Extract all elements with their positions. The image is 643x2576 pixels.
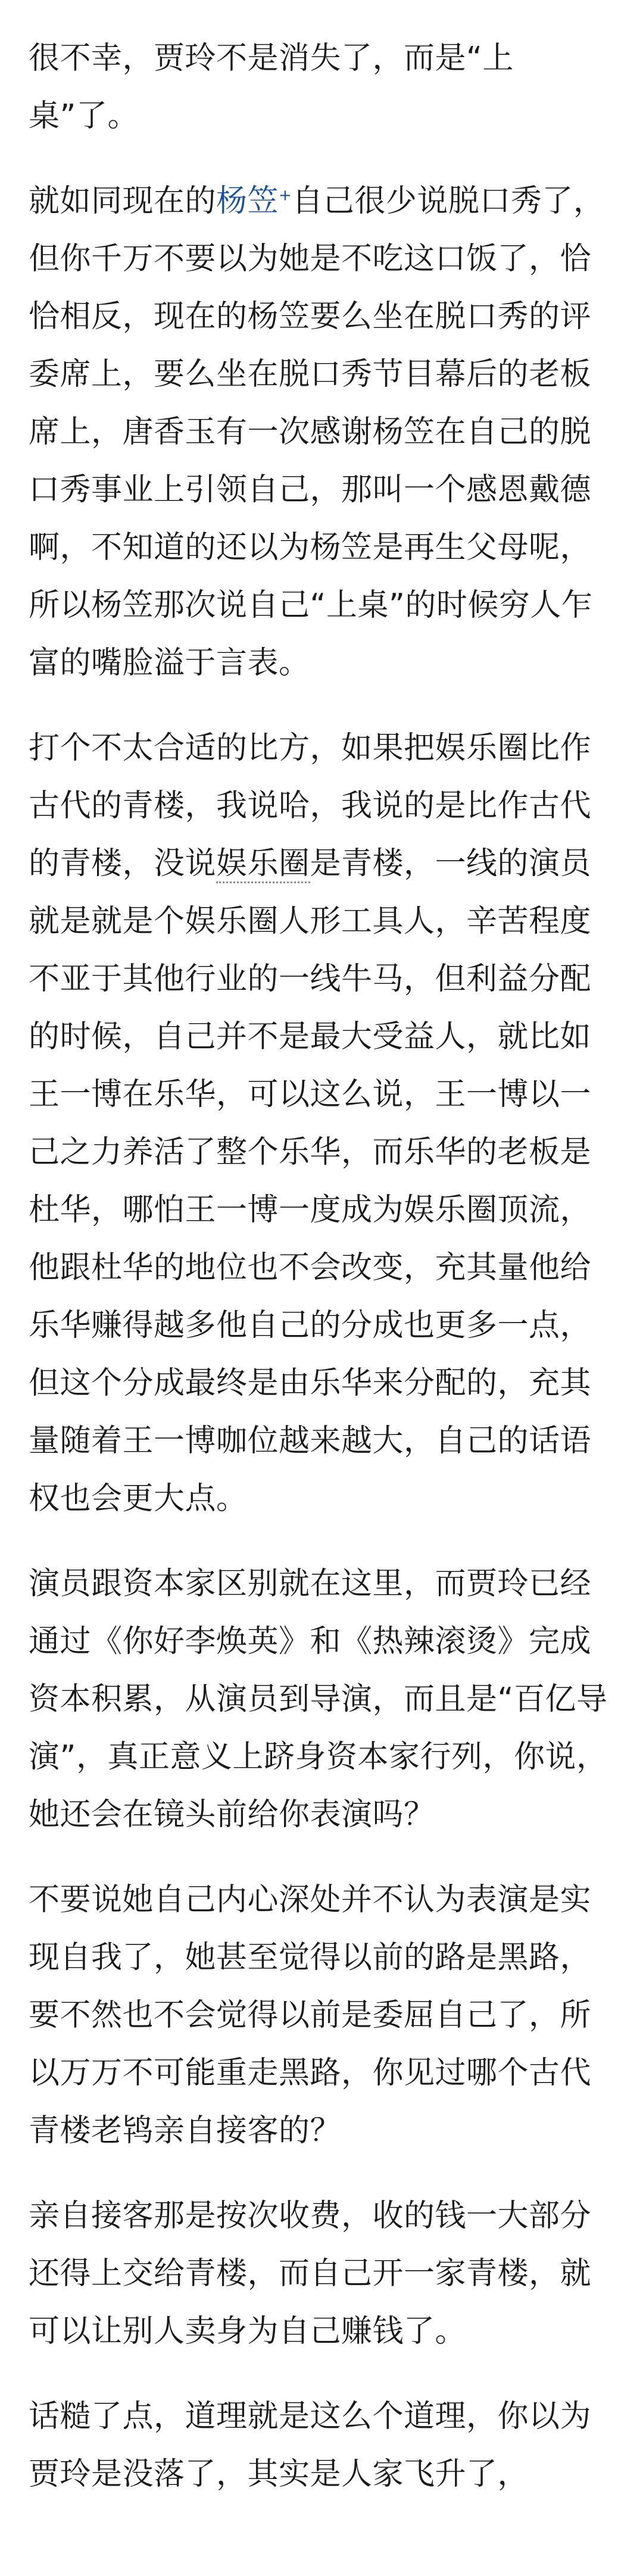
- yang-li-topic-link[interactable]: 杨笠: [216, 183, 279, 219]
- paragraph-3-text-end: 是青楼，一线的演员就是就是个娱乐圈人形工具人，辛苦程度不亚于其他行业的一线牛马，但利益分配的时候，自己并不是最大受益人，就比如王一博在乐华，可以这么说，王一博以一己之力养活了整个乐华，而乐华的老板是杜华，哪怕王一博一度成为娱乐圈顶流，他跟杜华的地位也不会改变，充其量他给乐华赚得越多他自己的分成也更多一点，但这个分成最终是由乐华来分配的，充其量随着王一博咖位越来越大，自己的话语权也会更大点。: [29, 846, 592, 1517]
- topic-link-plus-icon[interactable]: +: [279, 186, 292, 205]
- paragraph-2: [29, 173, 618, 692]
- article-body: [29, 30, 618, 2531]
- paragraph-7: 话糙了点，道理就是这么个道理，你以为贾玲是没落了，其实是人家飞升了，: [29, 2399, 592, 2492]
- paragraph-4: 演员跟资本家区别就在这里，而贾玲已经通过《你好李焕英》和《热辣滚烫》完成资本积累，从演员到导演，而且是“百亿导演”，真正意义上跻身资本家行列，你说，她还会在镜头前给你表演吗？: [29, 1566, 608, 1833]
- paragraph-5: 不要说她自己内心深处并不认为表演是实现自我了，她甚至觉得以前的路是黑路，要不然也不会觉得以前是委屈自己了，所以万万不可能重走黑路，你见过哪个古代青楼老鸨亲自接客的？: [29, 1882, 592, 2149]
- paragraph-2-text-start: 就如同现在的: [29, 183, 217, 219]
- paragraph-1: 很不幸，贾玲不是消失了，而是“上桌”了。: [29, 40, 514, 134]
- paragraph-6: 亲自接客那是按次收费，收的钱一大部分还得上交给青楼，而自己开一家青楼，就可以让别人卖身为自己赚钱了。: [29, 2198, 592, 2349]
- entertainment-industry-term[interactable]: 娱乐圈: [216, 846, 310, 883]
- paragraph-2-text-end: 自己很少说脱口秀了，但你千万不要以为她是不吃这口饭了，恰恰相反，现在的杨笠要么坐在脱口秀的评委席上，要么坐在脱口秀节目幕后的老板席上，唐香玉有一次感谢杨笠在自己的脱口秀事业上引领自己，那叫一个感恩戴德啊，不知道的还以为杨笠是再生父母呢，所以杨笠那次说自己“上桌”的时候穷人乍富的嘴脸溢于言表。: [29, 183, 605, 681]
- paragraph-3: [29, 720, 618, 1528]
- paragraph-3-text-start: 打个不太合适的比方，如果把娱乐圈比作古代的青楼，我说哈，我说的是比作古代的青楼，没说: [29, 730, 592, 881]
